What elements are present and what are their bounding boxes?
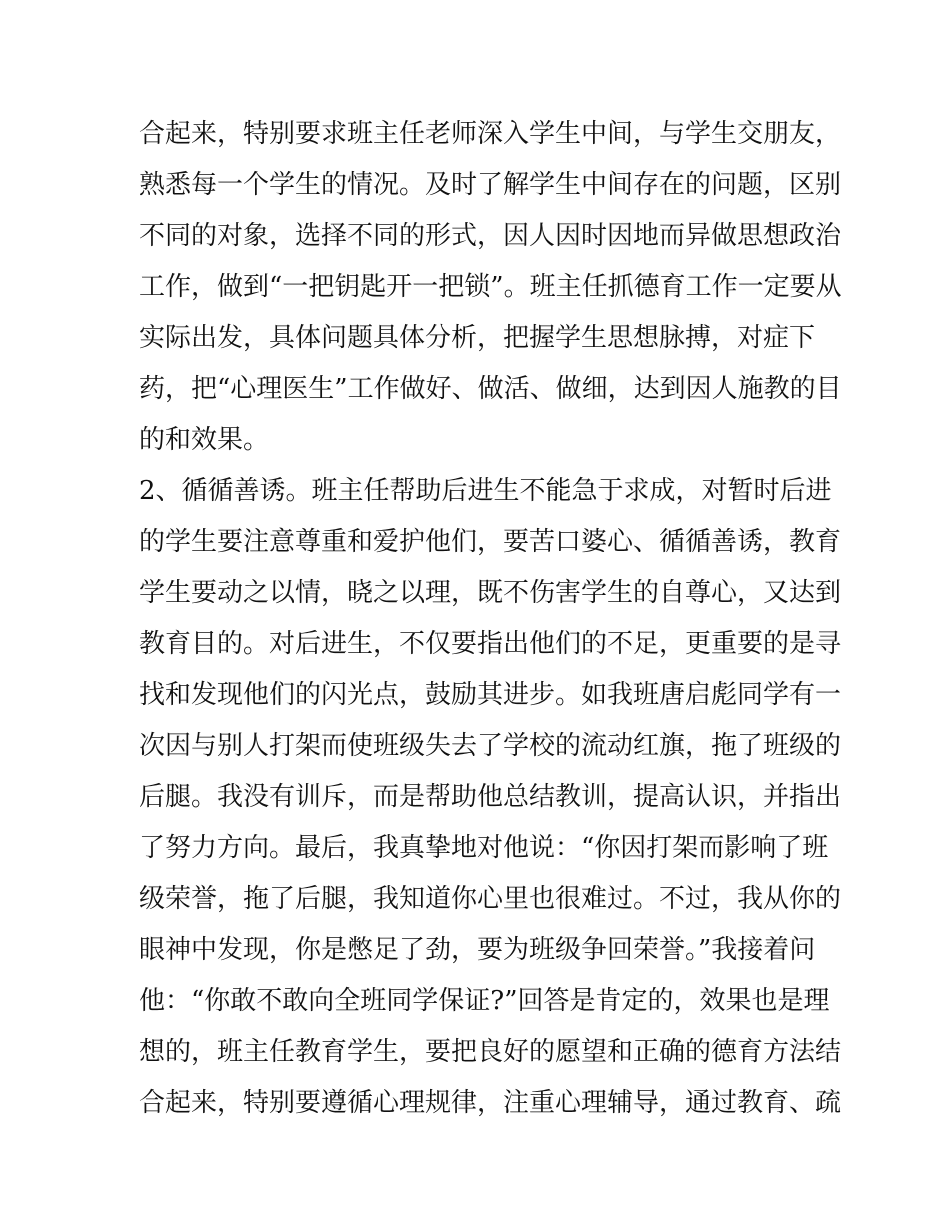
text-line: 不同的对象，选择不同的形式，因人因时因地而异做思想政治 bbox=[139, 221, 842, 251]
text-line: 后腿。我没有训斥，而是帮助他总结教训，提高认识，并指出 bbox=[139, 782, 842, 812]
body-text bbox=[139, 109, 842, 1129]
text-line: 级荣誉，拖了后腿，我知道你心里也很难过。不过，我从你的 bbox=[139, 884, 842, 914]
text-line: 学生要动之以情，晓之以理，既不伤害学生的自尊心，又达到 bbox=[139, 578, 842, 608]
text-line: 的学生要注意尊重和爱护他们，要苦口婆心、循循善诱，教育 bbox=[139, 527, 842, 557]
text-line: 药，把“心理医生”工作做好、做活、做细，达到因人施教的目 bbox=[139, 374, 842, 404]
text-line: 了努力方向。最后，我真挚地对他说：“你因打架而影响了班 bbox=[139, 833, 829, 863]
text-line: 想的，班主任教育学生，要把良好的愿望和正确的德育方法结 bbox=[139, 1037, 842, 1067]
text-line: 工作，做到“一把钥匙开一把锁”。班主任抓德育工作一定要从 bbox=[139, 272, 842, 302]
text-line: 他：“你敢不敢向全班同学保证?”回答是肯定的，效果也是理 bbox=[139, 986, 830, 1016]
text-line: 熟悉每一个学生的情况。及时了解学生中间存在的问题，区别 bbox=[139, 170, 842, 200]
text-line: 找和发现他们的闪光点，鼓励其进步。如我班唐启彪同学有一 bbox=[139, 680, 842, 710]
text-line: 眼神中发现，你是憋足了劲，要为班级争回荣誉。”我接着问 bbox=[139, 935, 816, 965]
text-line: 实际出发，具体问题具体分析，把握学生思想脉搏，对症下 bbox=[139, 323, 816, 353]
text-line: 的和效果。 bbox=[139, 425, 270, 455]
text-line: 教育目的。对后进生，不仅要指出他们的不足，更重要的是寻 bbox=[139, 629, 842, 659]
text-line: 2、循循善诱。班主任帮助后进生不能急于求成，对暂时后进 bbox=[139, 476, 832, 506]
text-line: 合起来，特别要遵循心理规律，注重心理辅导，通过教育、疏 bbox=[139, 1088, 842, 1118]
text-line: 次因与别人打架而使班级失去了学校的流动红旗，拖了班级的 bbox=[139, 731, 842, 761]
text-line: 合起来，特别要求班主任老师深入学生中间，与学生交朋友， bbox=[139, 119, 842, 149]
